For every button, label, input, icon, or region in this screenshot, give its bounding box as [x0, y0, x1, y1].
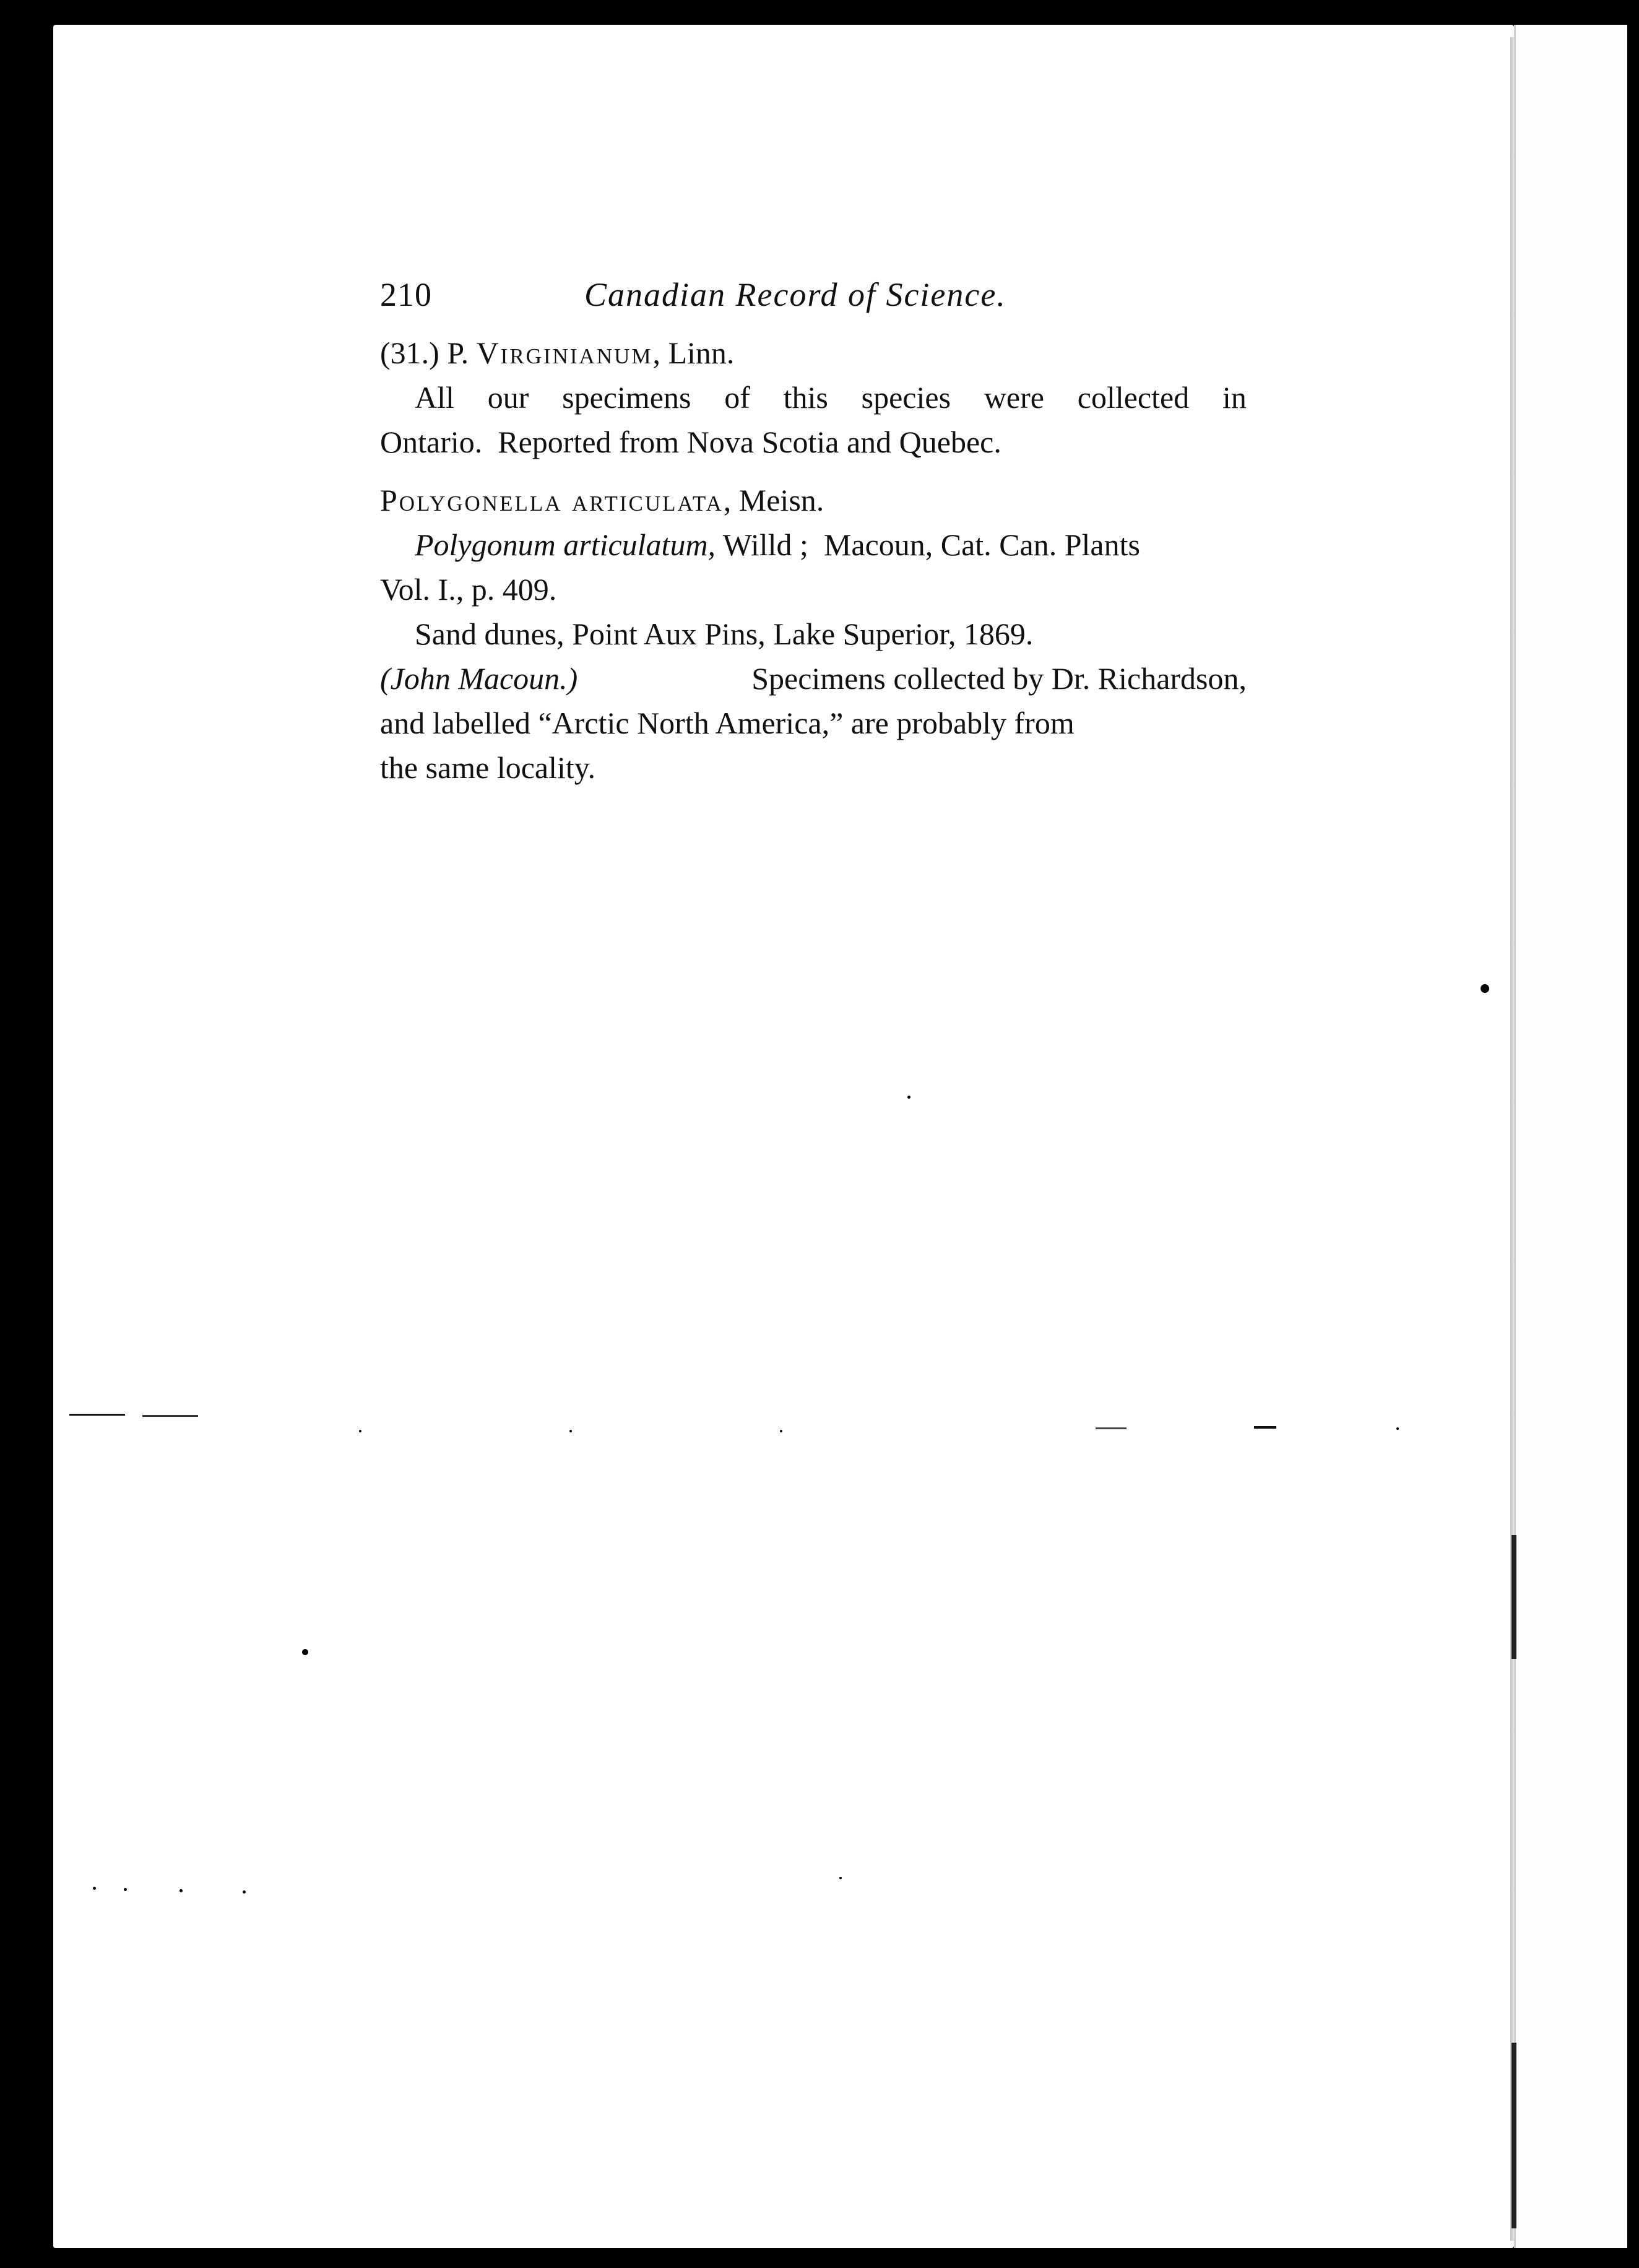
scan-speck	[302, 1649, 308, 1655]
scan-speck	[1481, 984, 1489, 993]
word: All	[415, 380, 454, 415]
paragraph-line: and labelled “Arctic North America,” are probably from	[380, 706, 1075, 740]
page-number: 210	[380, 276, 432, 313]
paragraph-line	[380, 656, 1247, 701]
species-heading	[380, 478, 1247, 522]
word: were	[984, 380, 1044, 415]
gutter-shadow-mark	[1511, 1535, 1516, 1659]
heading-prefix: (31.) P.	[380, 335, 477, 370]
paragraph-line: Sand dunes, Point Aux Pins, Lake Superior, 1869.	[415, 617, 1034, 651]
page-text	[380, 272, 1247, 790]
scan-speck	[1396, 1427, 1399, 1430]
scan-speck	[839, 1877, 842, 1879]
scan-dash	[1096, 1427, 1127, 1429]
word: in	[1222, 380, 1247, 415]
authority: , Meisn.	[723, 483, 824, 517]
gutter-shadow-mark	[1511, 2043, 1516, 2228]
synonym-name: Polygonum articulatum,	[415, 527, 716, 562]
word: our	[487, 380, 529, 415]
scan-speck	[179, 1889, 183, 1892]
paragraph-line: Ontario. Reported from Nova Scotia and Quebec.	[380, 425, 1001, 459]
word: collected	[1077, 380, 1190, 415]
word: specimens	[562, 380, 691, 415]
collector-citation: (John Macoun.)	[380, 661, 578, 696]
scan-dash	[142, 1415, 198, 1417]
word: species	[861, 380, 951, 415]
scan-speck	[907, 1096, 910, 1099]
synonym-reference: Willd ; Macoun, Cat. Can. Plants	[716, 527, 1140, 562]
scan-speck	[243, 1890, 246, 1894]
paragraph-line	[380, 375, 1247, 420]
paragraph-line: the same locality.	[380, 750, 596, 785]
scan-speck	[780, 1430, 782, 1432]
running-header	[380, 272, 1247, 317]
species-name: Polygonella articulata	[380, 483, 724, 517]
species-name: Virginianum	[476, 335, 653, 370]
scan-speck	[569, 1430, 572, 1432]
word: of	[724, 380, 750, 415]
authority: , Linn.	[652, 335, 735, 370]
paragraph-text: Specimens collected by Dr. Richardson,	[751, 661, 1247, 696]
scan-speck	[93, 1887, 96, 1890]
scan-speck	[124, 1888, 127, 1891]
scan-speck	[359, 1430, 361, 1432]
synonym-line	[380, 522, 1247, 567]
scan-dash	[1254, 1426, 1276, 1429]
word: this	[783, 380, 828, 415]
running-title: Canadian Record of Science.	[584, 276, 1006, 313]
scan-dash	[69, 1414, 125, 1416]
facing-page-edge	[1514, 25, 1627, 2248]
synonym-line: Vol. I., p. 409.	[380, 572, 557, 607]
species-heading	[380, 331, 1247, 375]
